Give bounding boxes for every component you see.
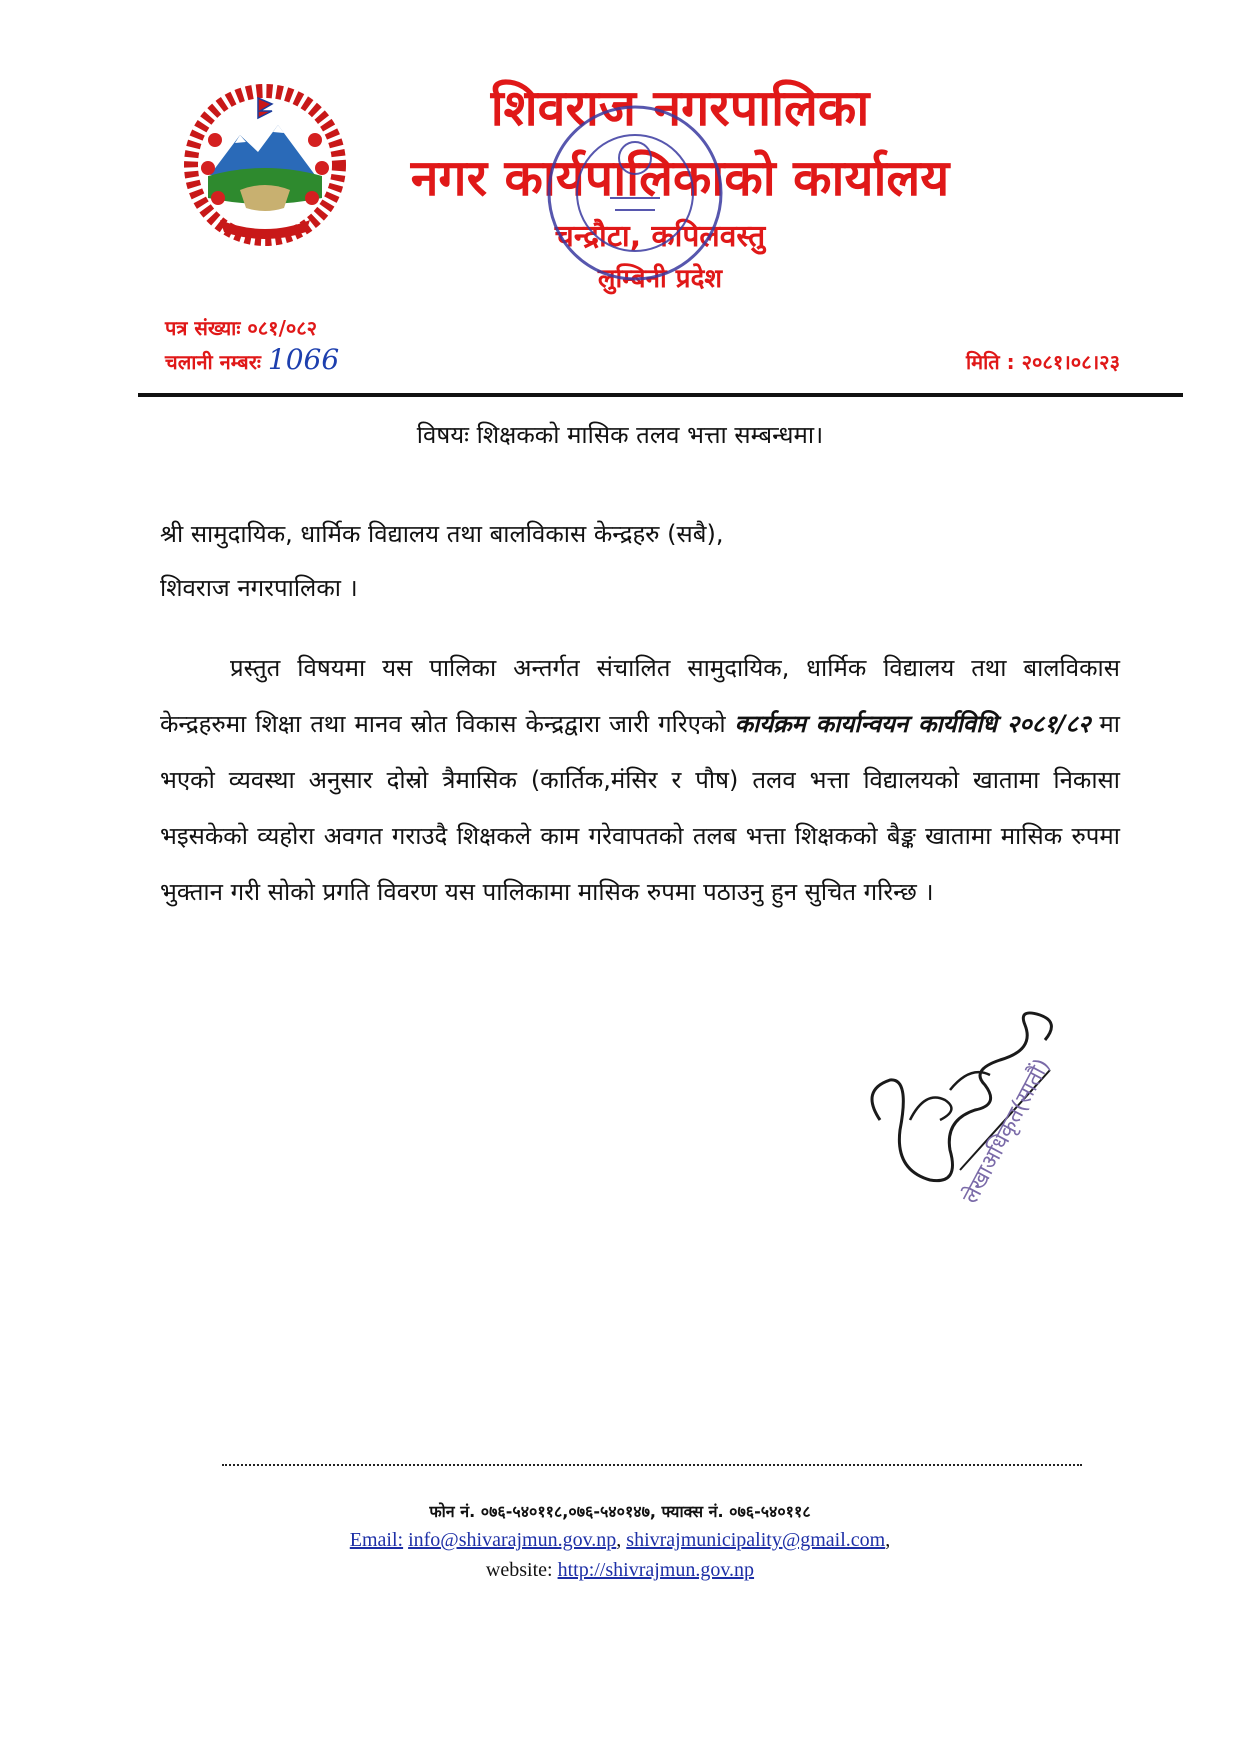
nepal-emblem-icon xyxy=(180,80,350,250)
letter-date xyxy=(966,348,1120,376)
email-separator: , xyxy=(616,1529,622,1551)
body-text: मा भएको व्यवस्था अनुसार दोस्रो त्रैमासिक (कार्तिक,मंसिर र पौष) तलव भत्ता विद्यालयको खातामा निकासा भइसकेको व्यहोरा अवगत गराउदै शिक्षकले काम गरेवापतको तलब भत्ता शिक्षकको बैङ्क खातामा मासिक रुपमा भुक्तान गरी सोको प्रगति विवरण यस पालिकामा मासिक रुपमा पठाउनु हुन सुचित गरिन्छ । xyxy=(160,710,1121,906)
footer-phone: फोन नं. ०७६-५४०११८,०७६-५४०१४७, फ्याक्स नं. ०७६-५४०११८ xyxy=(429,1502,811,1521)
footer-divider xyxy=(222,1464,1082,1466)
body-procedure-reference: कार्यक्रम कार्यान्वयन कार्यविधि २०८१/८२ xyxy=(734,710,1091,738)
letter-subject: विषयः शिक्षकको मासिक तलव भत्ता सम्बन्धमा। xyxy=(416,421,824,449)
office-name: शिवराज नगरपालिका xyxy=(490,79,870,137)
letter-number-label: पत्र संख्याः xyxy=(165,316,241,340)
addressee-line: श्री सामुदायिक, धार्मिक विद्यालय तथा बालविकास केन्द्रहरु (सबै), xyxy=(160,520,724,548)
office-subtitle: नगर कार्यपालिकाको कार्यालय xyxy=(410,149,950,207)
dispatch-number-value: 1066 xyxy=(267,343,340,376)
addressee-line: शिवराज नगरपालिका । xyxy=(160,574,358,602)
letter-number xyxy=(165,314,317,342)
letter-body xyxy=(160,640,1120,920)
email-link-gmail[interactable]: shivrajmunicipality@gmail.com xyxy=(626,1529,886,1551)
letter-number-value: ०८१/०८२ xyxy=(247,316,318,340)
footer-emails xyxy=(0,1526,1240,1554)
email-link-info[interactable]: info@shivarajmun.gov.np xyxy=(408,1529,617,1551)
dispatch-number xyxy=(165,343,340,376)
date-value: २०८१।०८।२३ xyxy=(1021,350,1120,374)
date-label: मिति : xyxy=(965,350,1015,374)
footer-website xyxy=(0,1556,1240,1584)
header-divider xyxy=(138,393,1183,397)
office-province: लुम्बिनी प्रदेश xyxy=(597,264,723,294)
office-address: चन्द्रौटा, कपिलवस्तु xyxy=(554,219,766,254)
dispatch-number-label: चलानी नम्बरः xyxy=(165,350,261,374)
email-label: Email: xyxy=(349,1529,404,1551)
office-seal-stamp xyxy=(540,98,730,288)
email-trailing: , xyxy=(885,1529,891,1551)
addressee-block xyxy=(160,507,1140,615)
website-label: website: xyxy=(485,1559,553,1581)
officer-signature xyxy=(850,970,1110,1230)
signature-stamp-text: लेखाअधिकृत(सातौं) xyxy=(958,1054,1056,1208)
website-link[interactable]: http://shivrajmun.gov.np xyxy=(557,1559,755,1581)
body-text: प्रस्तुत विषयमा यस पालिका अन्तर्गत संचालित सामुदायिक, धार्मिक विद्यालय तथा बालविकास केन्द्रहरुमा शिक्षा तथा मानव स्रोत विकास केन्द्रद्वारा जारी गरिएको xyxy=(160,654,1120,738)
